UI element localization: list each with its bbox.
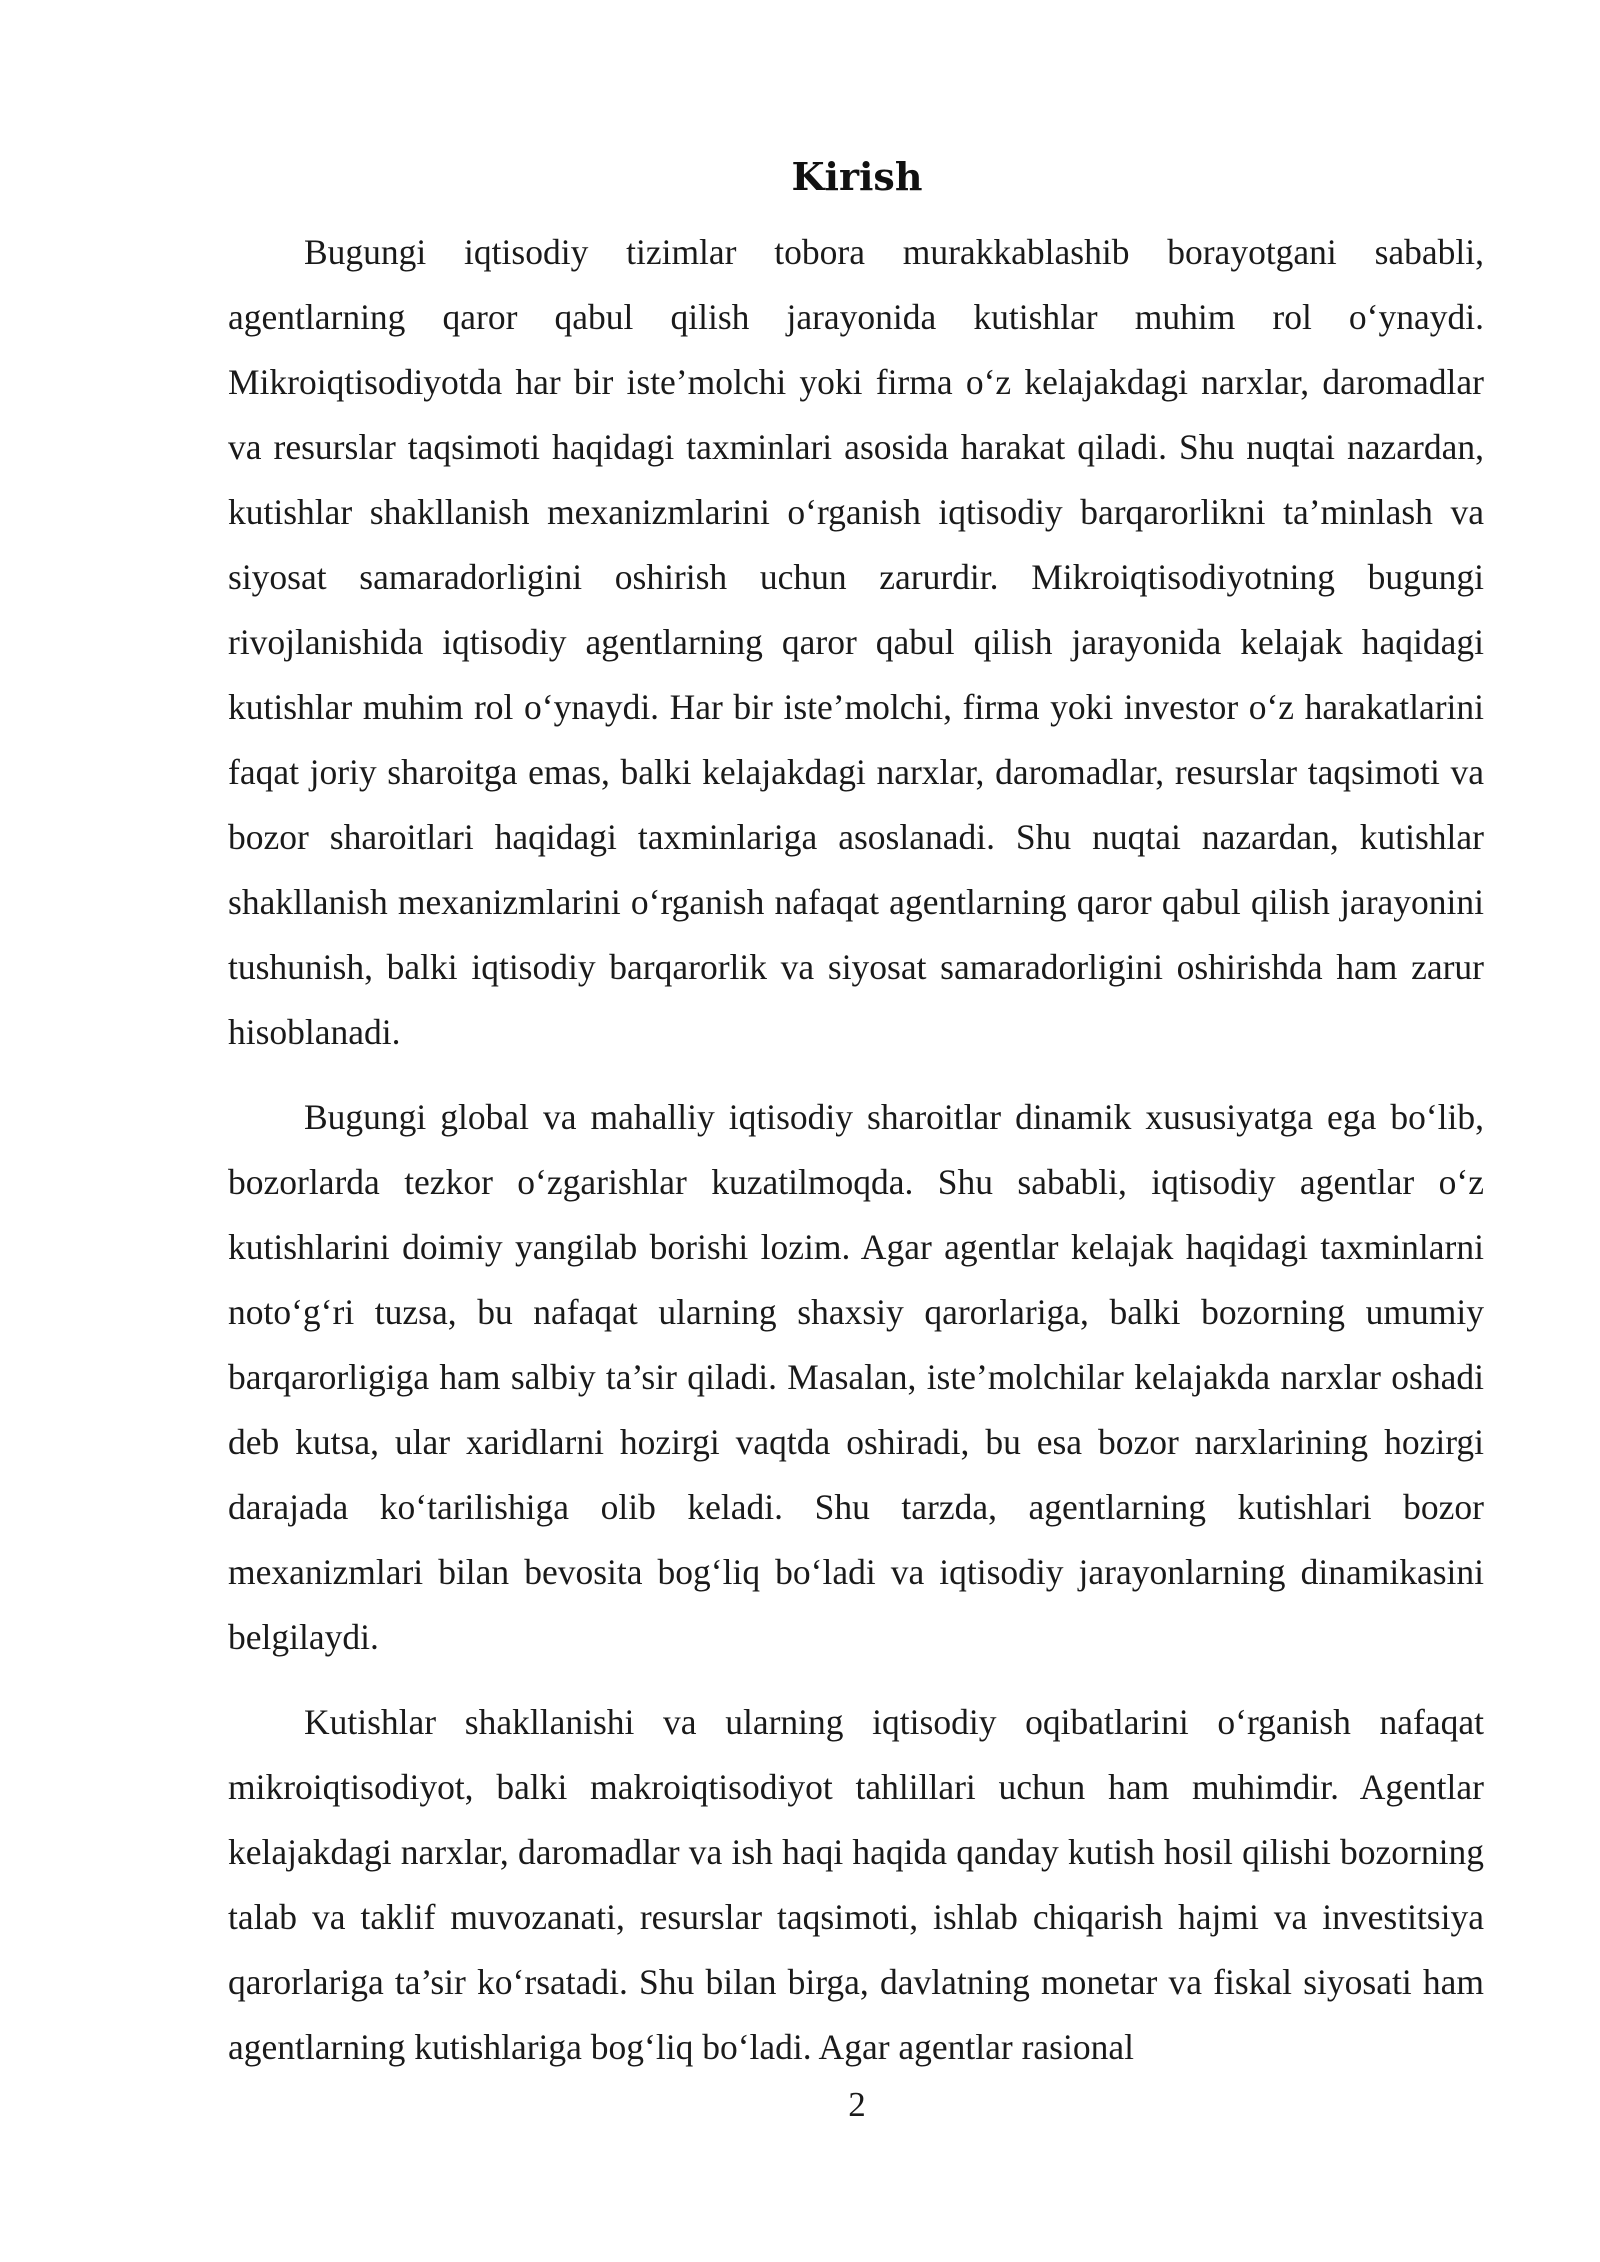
paragraph-2: Bugungi global va mahalliy iqtisodiy sharoitlar dinamik xususiyatga ega bo‘lib, bozorlarda tezkor o‘zgarishlar kuzatilmoqda. Shu sababli, iqtisodiy agentlar o‘z kutishlarini doimiy yangilab borishi lozim. Agar agentlar kelajak haqidagi taxminlarni noto‘g‘ri tuzsa, bu nafaqat ularning shaxsiy qarorlariga, balki bozorning umumiy barqarorligiga ham salbiy ta’sir qiladi. Masalan, iste’molchilar kelajakda narxlar oshadi deb kutsa, ular xaridlarni hozirgi vaqtda oshiradi, bu esa bozor narxlarining hozirgi darajada ko‘tarilishiga olib keladi. Shu tarzda, agentlarning kutishlari bozor mexanizmlari bilan bevosita bog‘liq bo‘ladi va iqtisodiy jarayonlarning dinamikasini belgilaydi.: [228, 1097, 1484, 1657]
paragraph-3: Kutishlar shakllanishi va ularning iqtisodiy oqibatlarini o‘rganish nafaqat mikroiqtisodiyot, balki makroiqtisodiyot tahlillari uchun ham muhimdir. Agentlar kelajakdagi narxlar, daromadlar va ish haqi haqida qanday kutish hosil qilishi bozorning talab va taklif muvozanati, resurslar taqsimoti, ishlab chiqarish hajmi va investitsiya qarorlariga ta’sir ko‘rsatadi. Shu bilan birga, davlatning monetar va fiskal siyosati ham agentlarning kutishlariga bog‘liq bo‘ladi. Agar agentlar rasional: [228, 1702, 1484, 2067]
page-number: 2: [848, 2085, 866, 2124]
section-heading: Kirish: [791, 154, 923, 199]
document-body: [228, 220, 1484, 2100]
paragraph-1: Bugungi iqtisodiy tizimlar tobora murakkablashib borayotgani sababli, agentlarning qaror qabul qilish jarayonida kutishlar muhim rol o‘ynaydi. Mikroiqtisodiyotda har bir iste’molchi yoki firma o‘z kelajakdagi narxlar, daromadlar va resurslar taqsimoti haqidagi taxminlari asosida harakat qiladi. Shu nuqtai nazardan, kutishlar shakllanish mexanizmlarini o‘rganish iqtisodiy barqarorlikni ta’minlash va siyosat samaradorligini oshirish uchun zarurdir. Mikroiqtisodiyotning bugungi rivojlanishida iqtisodiy agentlarning qaror qabul qilish jarayonida kelajak haqidagi kutishlar muhim rol o‘ynaydi. Har bir iste’molchi, firma yoki investor o‘z harakatlarini faqat joriy sharoitga emas, balki kelajakdagi narxlar, daromadlar, resurslar taqsimoti va bozor sharoitlari haqidagi taxminlariga asoslanadi. Shu nuqtai nazardan, kutishlar shakllanish mexanizmlarini o‘rganish nafaqat agentlarning qaror qabul qilish jarayonini tushunish, balki iqtisodiy barqarorlik va siyosat samaradorligini oshirishda ham zarur hisoblanadi.: [228, 232, 1484, 1052]
